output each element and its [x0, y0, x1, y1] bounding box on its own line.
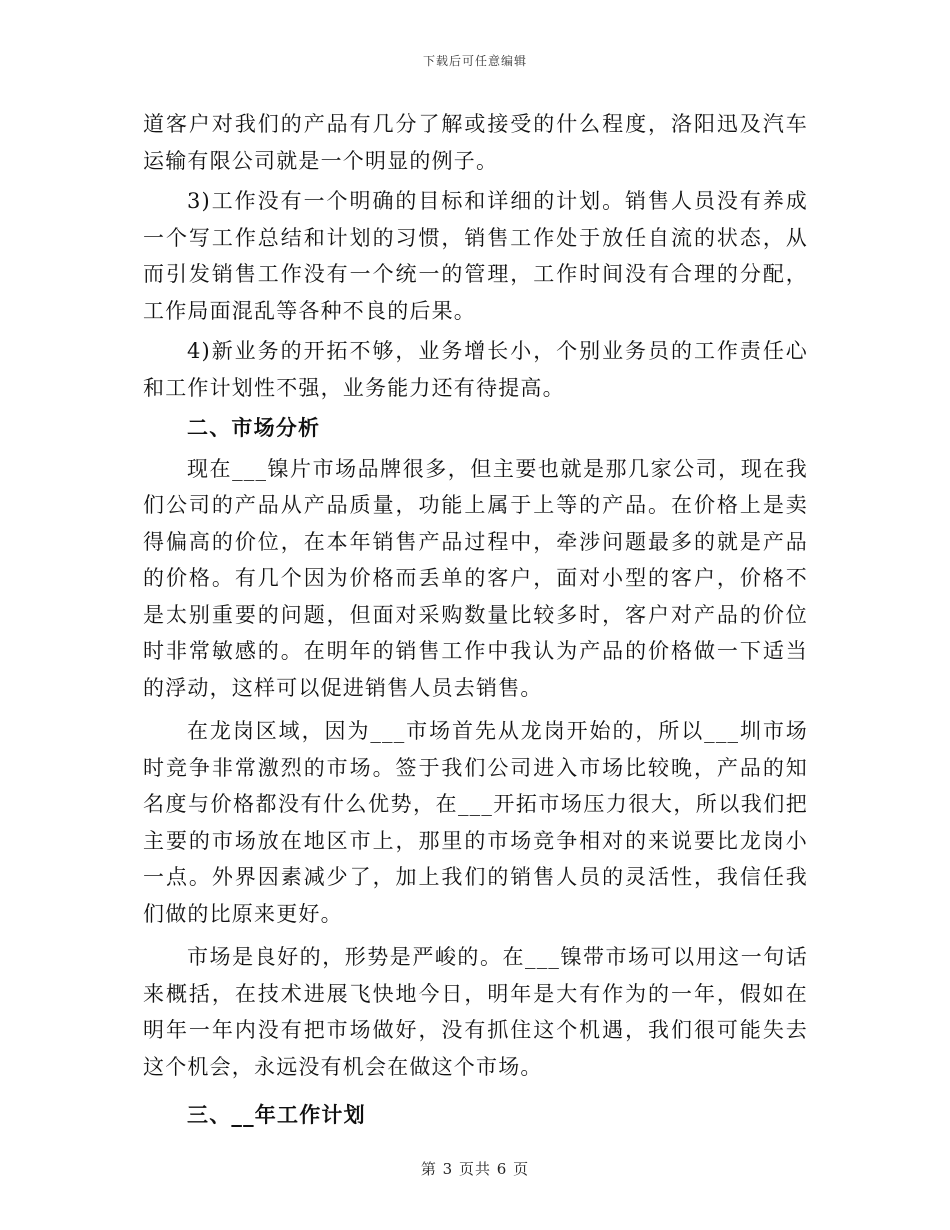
page-header: 下载后可任意编辑 [422, 54, 527, 68]
section-heading-work-plan: 三、__年工作计划 [187, 1102, 366, 1127]
section-heading-market-analysis: 二、市场分析 [187, 415, 321, 440]
paragraph-market-brands: 现在___镍片市场品牌很多，但主要也就是那几家公司，现在我们公司的产品从产品质量，功能上属于上等的产品。在价格上是卖得偏高的价位，在本年销售产品过程中，牵涉问题最多的就是产品的价格。有几个因为价格而丢单的客户，面对小型的客户，价格不是太别重要的问题，但面对采购数量比较多时，客户对产品的价位时非常敏感的。在明年的销售工作中我认为产品的价格做一下适当的浮动，这样可以促进销售人员去销售。 [143, 456, 808, 700]
paragraph-continuation: 道客户对我们的产品有几分了解或接受的什么程度，洛阳迅及汽车运输有限公司就是一个明显的例子。 [143, 112, 808, 173]
paragraph-item-3: 3)工作没有一个明确的目标和详细的计划。销售人员没有养成一个写工作总结和计划的习惯，销售工作处于放任自流的状态，从而引发销售工作没有一个统一的管理，工作时间没有合理的分配，工作局面混乱等各种不良的后果。 [143, 189, 808, 323]
page-number: 第 3 页共 6 页 [420, 1160, 530, 1178]
paragraph-longgang-region: 在龙岗区域，因为___市场首先从龙岗开始的，所以___圳市场时竞争非常激烈的市场。签于我们公司进入市场比较晚，产品的知名度与价格都没有什么优势，在___开拓市场压力很大，所以我们把主要的市场放在地区市上，那里的市场竞争相对的来说要比龙岗小一点。外界因素减少了，加上我们的销售人员的灵活性，我信任我们做的比原来更好。 [143, 719, 808, 926]
document-body [143, 106, 808, 1134]
paragraph-item-4: 4)新业务的开拓不够，业务增长小，个别业务员的工作责任心和工作计划性不强，业务能力还有待提高。 [143, 339, 808, 400]
paragraph-market-outlook: 市场是良好的，形势是严峻的。在___镍带市场可以用这一句话来概括，在技术进展飞快地今日，明年是大有作为的一年，假如在明年一年内没有把市场做好，没有抓住这个机遇，我们很可能失去这个机会，永远没有机会在做这个市场。 [143, 945, 808, 1079]
